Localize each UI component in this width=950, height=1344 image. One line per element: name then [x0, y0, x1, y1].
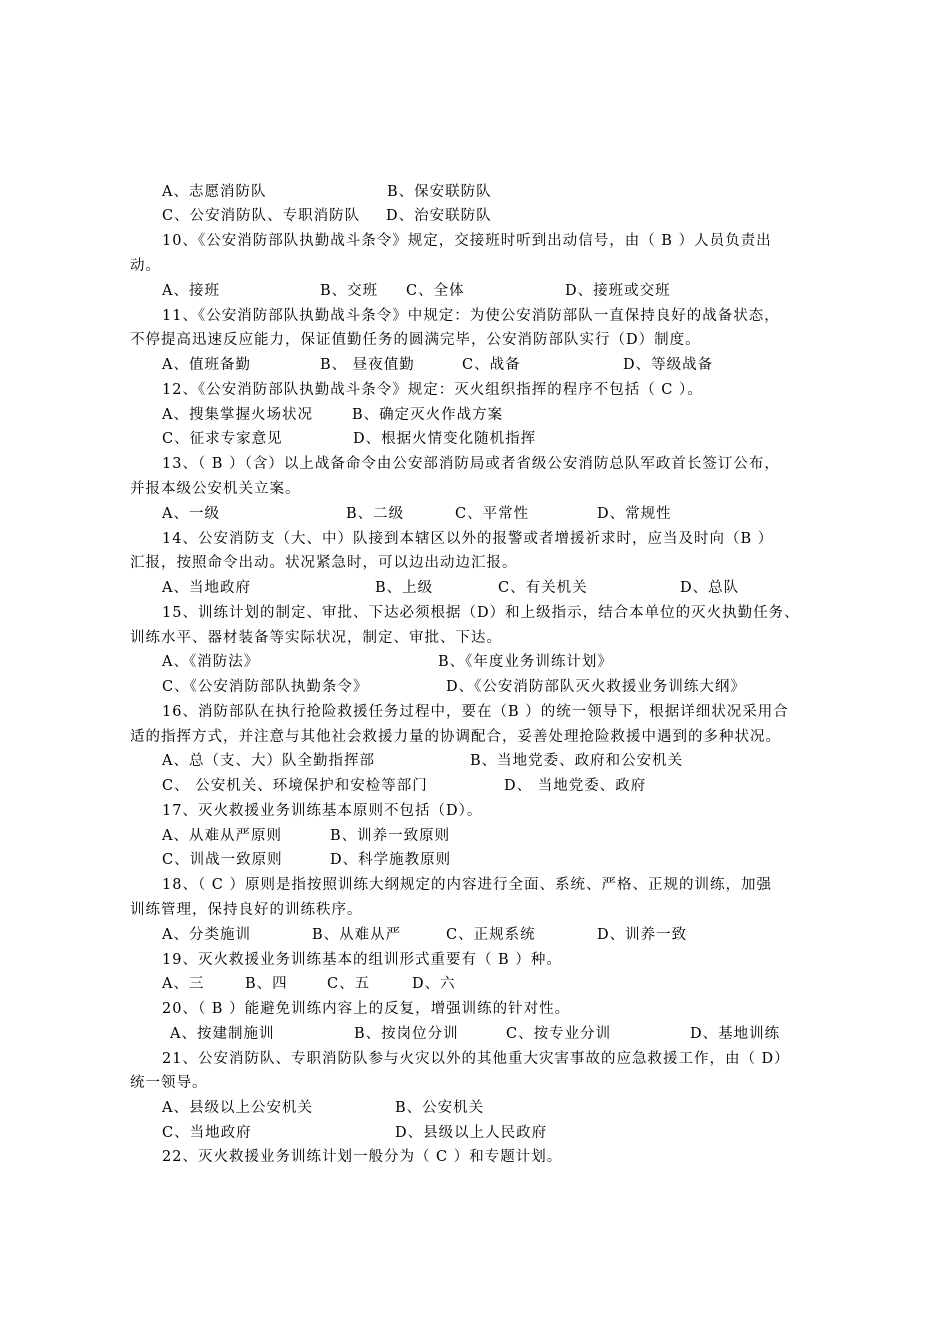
question-text: 14、公安消防支（大、中）队接到本辖区以外的报警或者增援祈求时，应当及时向（B ） — [162, 531, 774, 547]
answer-option: D、《公安消防部队灭火救援业务训练大纲》 — [446, 679, 746, 695]
question-text: 并报本级公安机关立案。 — [130, 481, 301, 497]
answer-option: C、《公安消防部队执勤条令》 — [162, 679, 369, 695]
answer-option: B、训养一致原则 — [330, 828, 451, 844]
answer-option: C、平常性 — [455, 506, 530, 522]
answer-option: A、总（支、大）队全勤指挥部 — [162, 753, 375, 769]
question-text: 19、灭火救援业务训练基本的组训形式重要有（ B ）种。 — [162, 952, 562, 968]
answer-option: D、六 — [412, 976, 456, 992]
question-text: 训练管理，保持良好的训练秩序。 — [130, 902, 363, 918]
answer-option: D、 当地党委、政府 — [504, 778, 647, 794]
answer-option: A、从难从严原则 — [162, 828, 282, 844]
question-text: 12、《公安消防部队执勤战斗条令》规定：灭火组织指挥的程序不包括（ C ）。 — [162, 382, 703, 398]
question-text: 16、消防部队在执行抢险救援任务过程中，要在（B ）的统一领导下，根据详细状况采用合 — [162, 704, 789, 720]
answer-option: D、根据火情变化随机指挥 — [353, 431, 537, 447]
answer-option: A、按建制施训 — [170, 1026, 275, 1042]
answer-option: D、基地训练 — [690, 1026, 781, 1042]
answer-option: B、交班 — [320, 283, 379, 299]
answer-option: C、公安消防队、专职消防队 — [162, 208, 361, 224]
answer-option: C、战备 — [462, 357, 521, 373]
answer-option: D、科学施教原则 — [330, 852, 452, 868]
answer-option: A、县级以上公安机关 — [162, 1100, 313, 1116]
question-text: 13、（ B ）（含）以上战备命令由公安部消防局或者省级公安消防总队军政首长签订公布， — [162, 456, 780, 472]
question-text: 21、公安消防队、专职消防队参与火灾以外的其他重大灾害事故的应急救援工作，由（ D） — [162, 1051, 790, 1067]
answer-option: B、确定灭火作战方案 — [352, 407, 504, 423]
answer-option: D、常规性 — [597, 506, 672, 522]
answer-option: B、四 — [245, 976, 288, 992]
answer-option: C、当地政府 — [162, 1125, 252, 1141]
question-text: 17、灭火救援业务训练基本原则不包括（D）。 — [162, 803, 483, 819]
answer-option: B、当地党委、政府和公安机关 — [470, 753, 684, 769]
answer-option: C、训战一致原则 — [162, 852, 283, 868]
answer-option: B、保安联防队 — [387, 184, 492, 200]
answer-option: A、三 — [162, 976, 205, 992]
question-text: 统一领导。 — [130, 1075, 208, 1091]
question-text: 18、（ C ）原则是指按照训练大纲规定的内容进行全面、系统、严格、正规的训练，加强 — [162, 877, 773, 893]
answer-option: A、一级 — [162, 506, 220, 522]
answer-option: B、从难从严 — [312, 927, 402, 943]
answer-option: C、 公安机关、环境保护和安检等部门 — [162, 778, 428, 794]
question-text: 10、《公安消防部队执勤战斗条令》规定，交接班时听到出动信号，由（ B ）人员负责出 — [162, 233, 772, 249]
answer-option: D、等级战备 — [623, 357, 714, 373]
answer-option: D、总队 — [680, 580, 740, 596]
question-text: 训练水平、器材装备等实际状况，制定、审批、下达。 — [130, 630, 502, 646]
answer-option: A、《消防法》 — [162, 654, 260, 670]
answer-option: B、公安机关 — [395, 1100, 485, 1116]
question-text: 动。 — [130, 258, 161, 274]
answer-option: B、《年度业务训练计划》 — [438, 654, 613, 670]
question-text: 20、（ B ）能避免训练内容上的反复，增强训练的针对性。 — [162, 1001, 571, 1017]
question-text: 适的指挥方式，并注意与其他社会救援力量的协调配合，妥善处理抢险救援中遇到的多种状况。 — [130, 729, 781, 745]
answer-option: C、有关机关 — [498, 580, 588, 596]
question-text: 22、灭火救援业务训练计划一般分为（ C ）和专题计划。 — [162, 1149, 563, 1165]
answer-option: D、县级以上人民政府 — [395, 1125, 548, 1141]
answer-option: A、搜集掌握火场状况 — [162, 407, 313, 423]
answer-option: D、训养一致 — [597, 927, 688, 943]
answer-option: B、上级 — [375, 580, 434, 596]
answer-option: C、征求专家意见 — [162, 431, 283, 447]
answer-option: A、当地政府 — [162, 580, 251, 596]
answer-option: D、治安联防队 — [386, 208, 492, 224]
answer-option: A、接班 — [162, 283, 220, 299]
answer-option: C、全体 — [406, 283, 465, 299]
answer-option: B、按岗位分训 — [354, 1026, 459, 1042]
answer-option: A、志愿消防队 — [162, 184, 267, 200]
question-text: 11、《公安消防部队执勤战斗条令》中规定：为使公安消防部队一直保持良好的战备状态， — [162, 308, 780, 324]
answer-option: D、接班或交班 — [565, 283, 671, 299]
question-text: 不停提高迅速反应能力，保证值勤任务的圆满完毕，公安消防部队实行（D）制度。 — [130, 332, 701, 348]
question-text: 汇报，按照命令出动。状况紧急时，可以边出动边汇报。 — [130, 555, 518, 571]
answer-option: C、正规系统 — [446, 927, 536, 943]
answer-option: A、值班备勤 — [162, 357, 251, 373]
question-text: 15、训练计划的制定、审批、下达必须根据（D）和上级指示，结合本单位的灭火执勤任务、 — [162, 605, 800, 621]
answer-option: C、按专业分训 — [506, 1026, 612, 1042]
answer-option: A、分类施训 — [162, 927, 251, 943]
answer-option: B、二级 — [346, 506, 405, 522]
answer-option: C、五 — [327, 976, 371, 992]
answer-option: B、 昼夜值勤 — [320, 357, 415, 373]
